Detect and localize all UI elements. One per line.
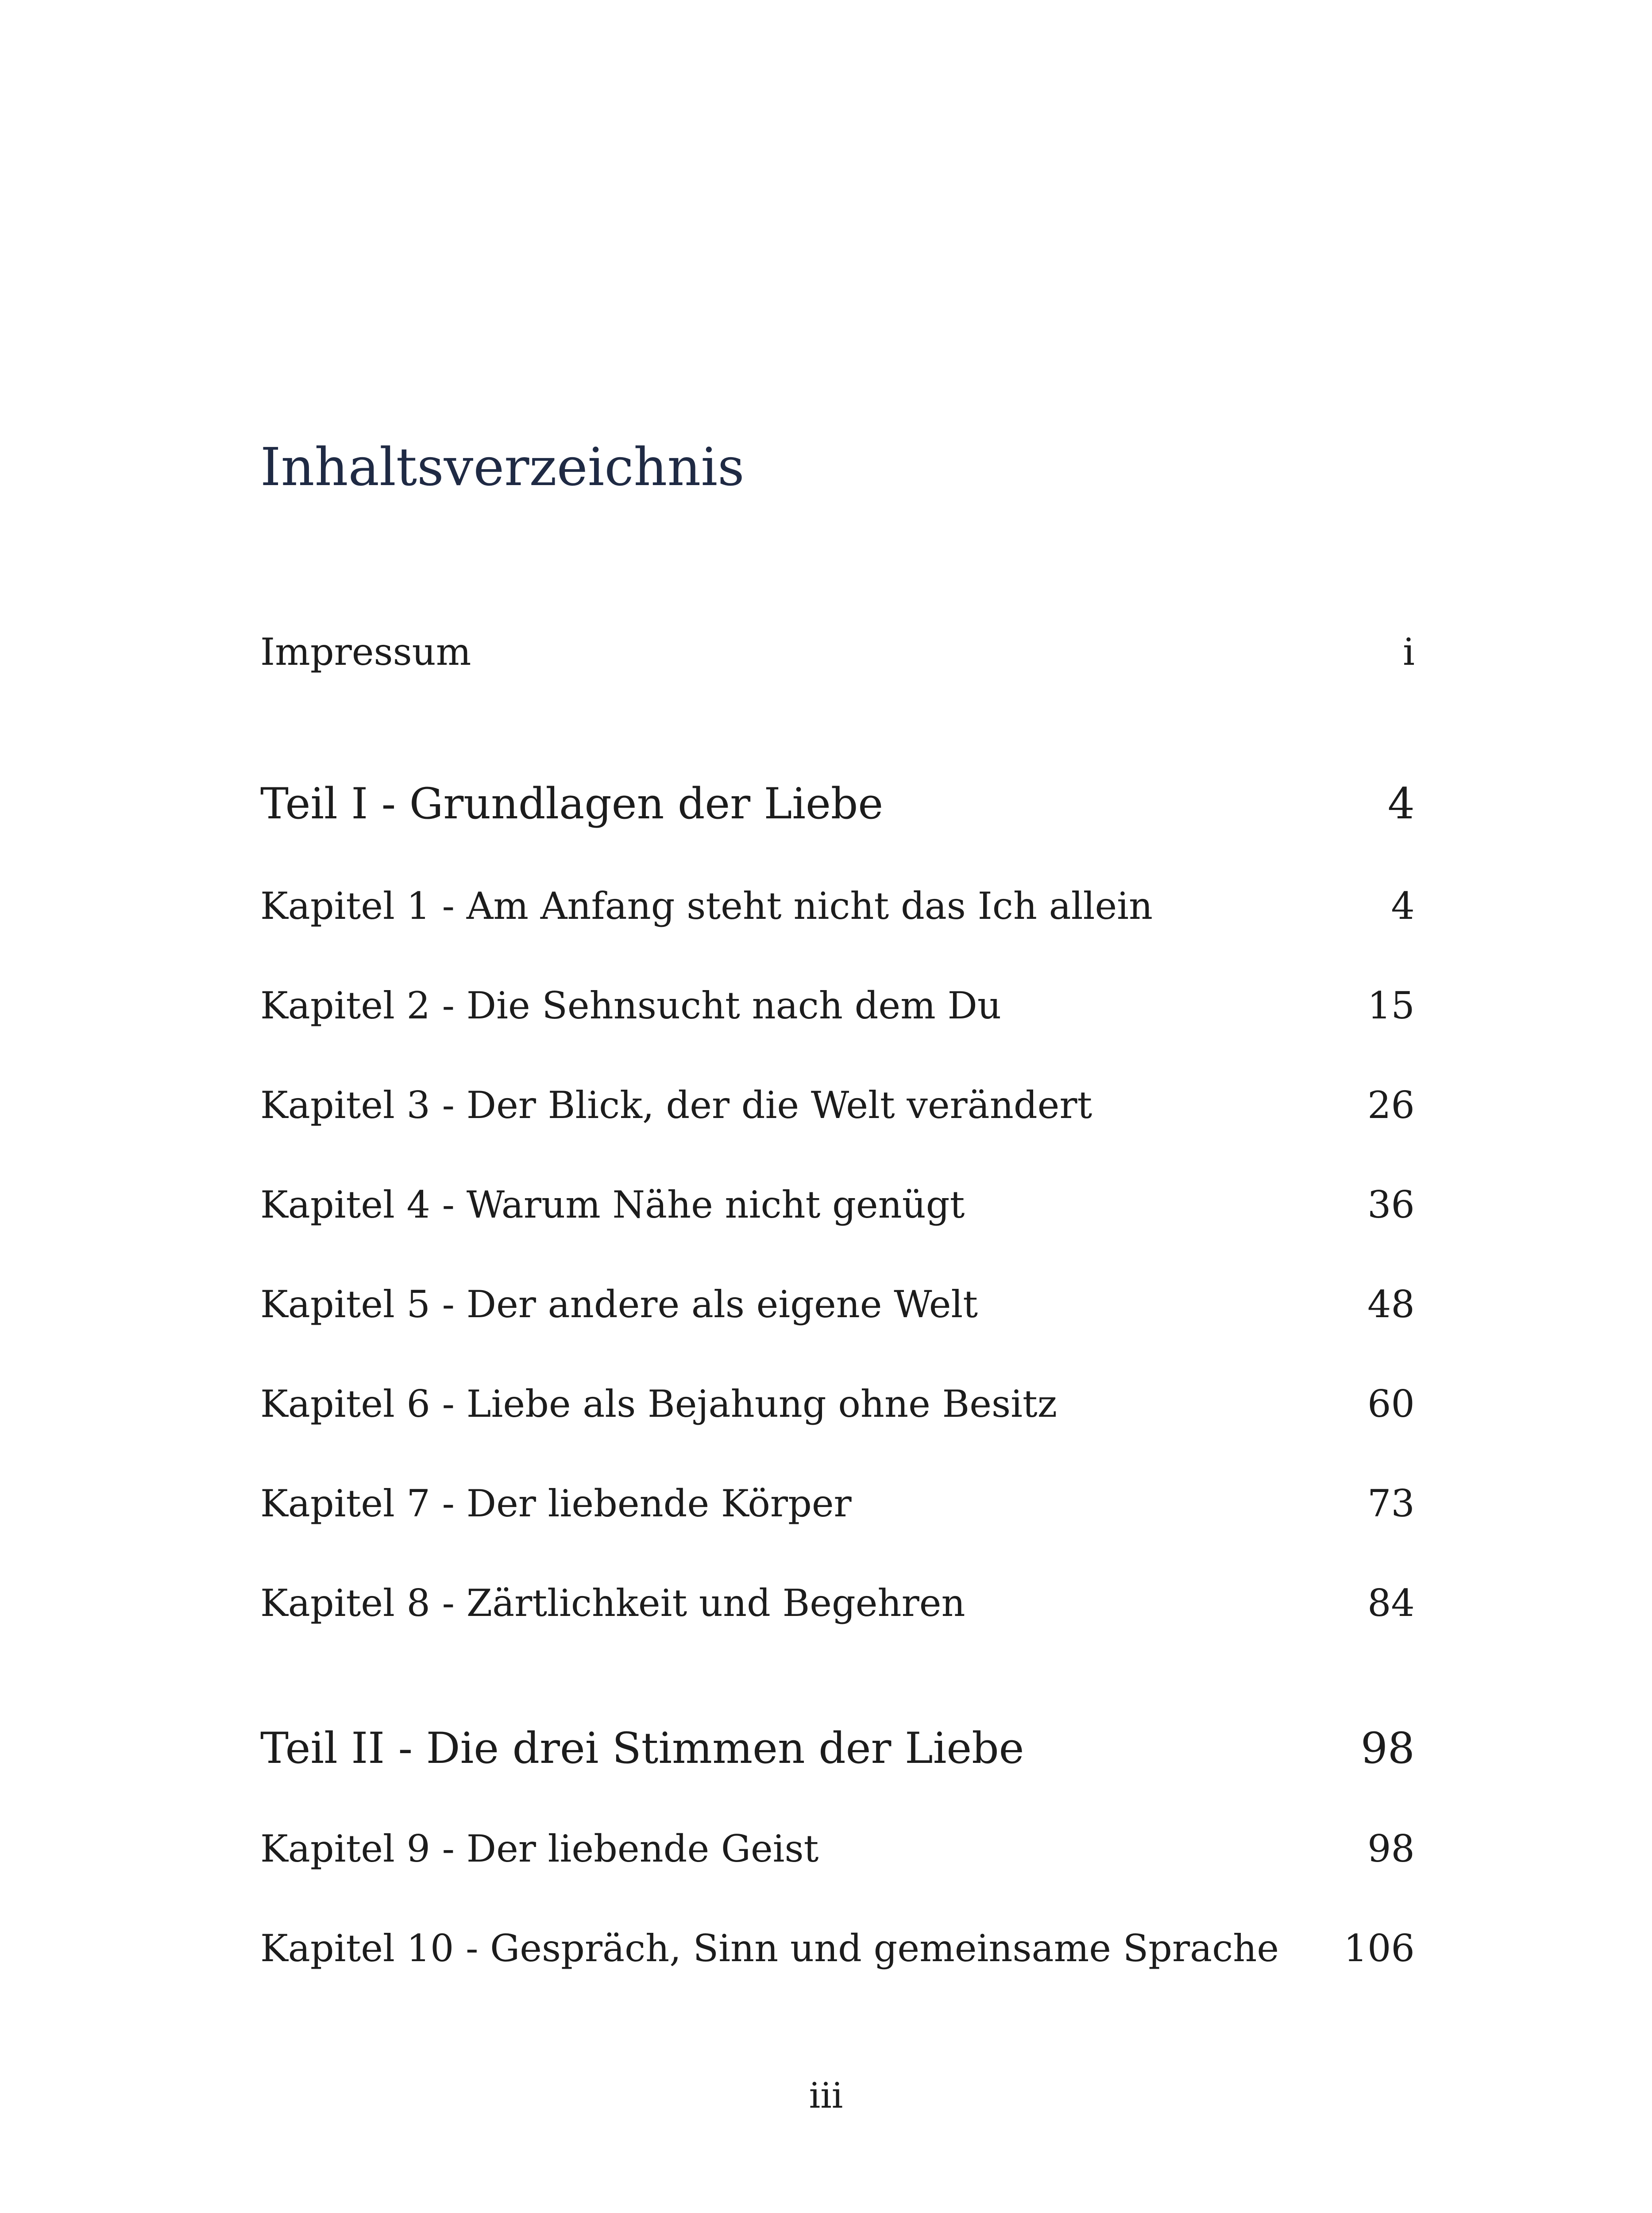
- toc-chapter-label: Kapitel 1 - Am Anfang steht nicht das Ich allein: [260, 884, 1153, 928]
- toc-part-label: Teil II - Die drei Stimmen der Liebe: [260, 1723, 1024, 1773]
- toc-chapter-page: 48: [1367, 1283, 1415, 1326]
- toc-chapter-8[interactable]: [260, 1572, 1415, 1634]
- toc-chapter-page: 73: [1367, 1482, 1415, 1525]
- toc-part-page: 98: [1360, 1723, 1415, 1773]
- toc-title: Inhaltsverzeichnis: [260, 436, 745, 497]
- toc-chapter-label: Kapitel 4 - Warum Nähe nicht genügt: [260, 1183, 965, 1226]
- toc-chapter-page: 60: [1367, 1382, 1415, 1426]
- toc-entry-page: i: [1403, 630, 1415, 674]
- toc-chapter-page: 84: [1367, 1581, 1415, 1625]
- toc-chapter-page: 36: [1367, 1183, 1415, 1226]
- toc-chapter-page: 98: [1367, 1827, 1415, 1870]
- toc-chapter-page: 106: [1343, 1927, 1415, 1970]
- toc-chapter-7[interactable]: [260, 1473, 1415, 1534]
- toc-entry-label: Impressum: [260, 630, 471, 674]
- toc-chapter-label: Kapitel 7 - Der liebende Körper: [260, 1482, 852, 1525]
- toc-chapter-2[interactable]: [260, 975, 1415, 1037]
- toc-chapter-label: Kapitel 8 - Zärtlichkeit und Begehren: [260, 1581, 965, 1625]
- toc-chapter-10[interactable]: [260, 1917, 1415, 1979]
- toc-chapter-5[interactable]: [260, 1273, 1415, 1335]
- toc-entry-impressum[interactable]: [260, 621, 1415, 683]
- toc-chapter-page: 4: [1391, 884, 1415, 928]
- toc-chapter-6[interactable]: [260, 1373, 1415, 1435]
- toc-chapter-label: Kapitel 10 - Gespräch, Sinn und gemeinsame Sprache: [260, 1927, 1279, 1970]
- toc-chapter-page: 26: [1367, 1083, 1415, 1127]
- toc-chapter-page: 15: [1367, 984, 1415, 1027]
- toc-chapter-label: Kapitel 6 - Liebe als Bejahung ohne Besitz: [260, 1382, 1057, 1426]
- toc-part-label: Teil I - Grundlagen der Liebe: [260, 779, 884, 829]
- page-number: iii: [809, 2075, 843, 2116]
- toc-chapter-4[interactable]: [260, 1174, 1415, 1236]
- toc-part-2[interactable]: [260, 1717, 1415, 1779]
- toc-chapter-label: Kapitel 5 - Der andere als eigene Welt: [260, 1283, 978, 1326]
- toc-part-1[interactable]: [260, 773, 1415, 835]
- toc-chapter-9[interactable]: [260, 1818, 1415, 1880]
- toc-chapter-label: Kapitel 9 - Der liebende Geist: [260, 1827, 819, 1870]
- toc-chapter-3[interactable]: [260, 1074, 1415, 1136]
- toc-chapter-label: Kapitel 3 - Der Blick, der die Welt verändert: [260, 1083, 1092, 1127]
- toc-chapter-1[interactable]: [260, 875, 1415, 937]
- toc-part-page: 4: [1387, 779, 1415, 829]
- toc-chapter-label: Kapitel 2 - Die Sehnsucht nach dem Du: [260, 984, 1001, 1027]
